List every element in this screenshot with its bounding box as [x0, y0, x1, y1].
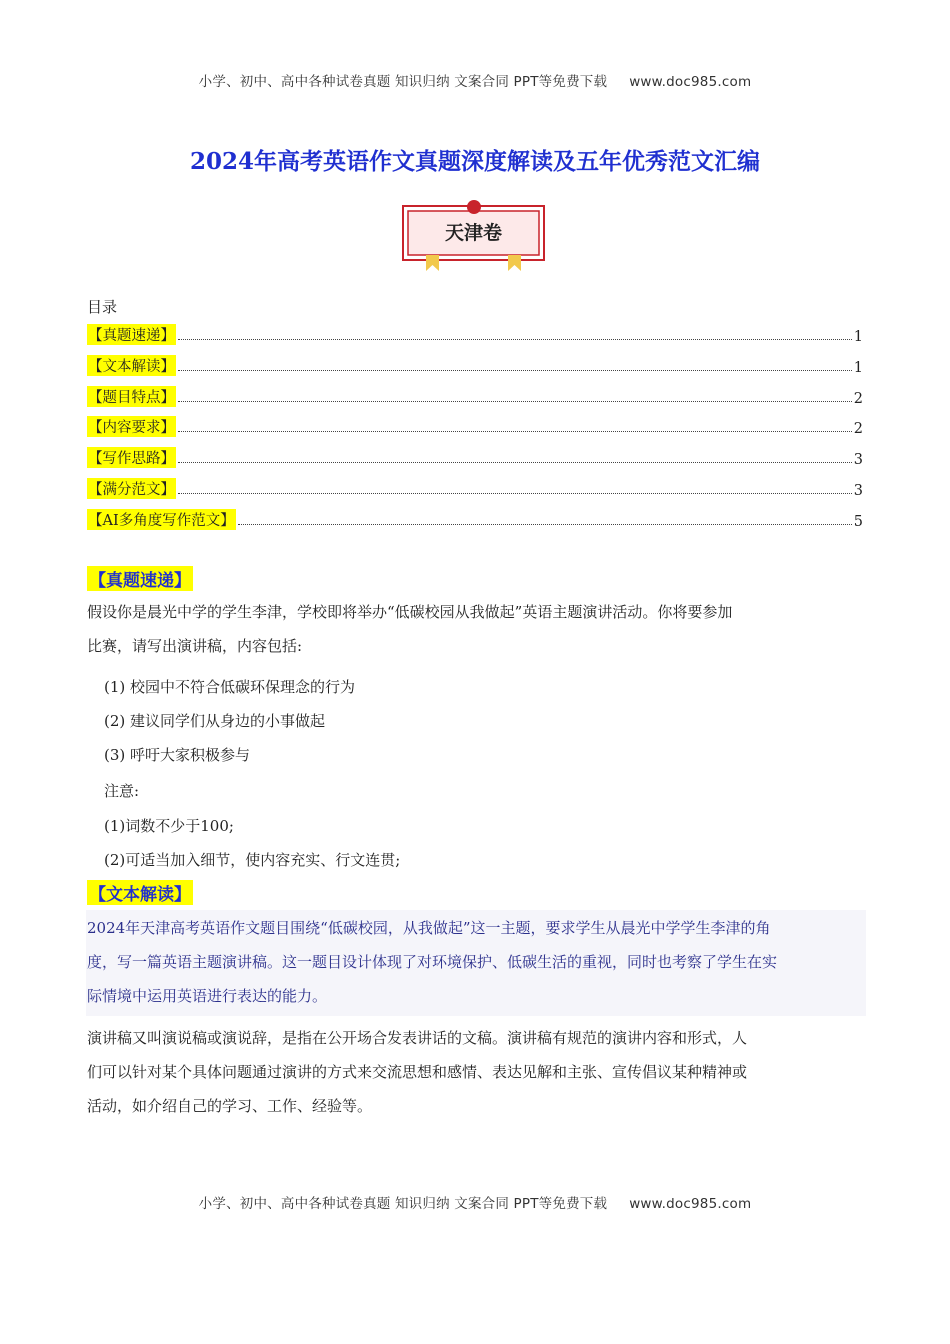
toc-leader	[178, 339, 852, 340]
requirement-item: (2) 建议同学们从身边的小事做起	[104, 712, 326, 730]
toc-item-page: 2	[853, 391, 863, 407]
toc-leader	[178, 462, 852, 463]
toc-item-label: 【内容要求】	[87, 416, 176, 437]
toc-heading: 目录	[87, 298, 118, 316]
toc-item-label: 【真题速递】	[87, 324, 176, 345]
toc-item-page: 2	[853, 421, 863, 437]
header-text: 小学、初中、高中各种试卷真题 知识归纳 文案合同 PPT等免费下载	[198, 74, 608, 90]
toc-item-label: 【题目特点】	[87, 386, 176, 407]
toc-leader	[238, 524, 852, 525]
toc-item-page: 5	[853, 514, 863, 530]
toc-item[interactable]	[87, 385, 863, 407]
question-line: 假设你是晨光中学的学生李津，学校即将举办“低碳校园从我做起”英语主题演讲活动。你将要参加	[87, 603, 733, 621]
analysis-paragraph-1	[87, 911, 865, 1013]
section-heading-analysis: 【文本解读】	[87, 880, 193, 905]
analysis-line: 际情境中运用英语进行表达的能力。	[87, 987, 328, 1005]
requirement-item: (1) 校园中不符合低碳环保理念的行为	[104, 678, 356, 696]
toc-item-page: 3	[853, 452, 863, 468]
toc-leader	[178, 401, 852, 402]
toc-item-label: 【写作思路】	[87, 447, 176, 468]
toc-item[interactable]	[87, 446, 863, 468]
page-header	[0, 70, 950, 90]
toc-item-label: 【文本解读】	[87, 355, 176, 376]
toc-item-page: 1	[853, 329, 863, 345]
section-heading-question: 【真题速递】	[87, 566, 193, 591]
region-badge	[402, 199, 547, 275]
toc-leader	[178, 370, 852, 371]
toc-item[interactable]	[87, 354, 863, 376]
requirement-item: (3) 呼吁大家积极参与	[104, 746, 251, 764]
toc-item-page: 3	[853, 483, 863, 499]
footer-text: 小学、初中、高中各种试卷真题 知识归纳 文案合同 PPT等免费下载	[198, 1196, 608, 1212]
analysis-line: 活动，如介绍自己的学习、工作、经验等。	[87, 1097, 373, 1115]
toc-leader	[178, 493, 852, 494]
question-line: 比赛，请写出演讲稿，内容包括:	[87, 637, 303, 655]
toc-item[interactable]	[87, 323, 863, 345]
note-item: (2)可适当加入细节，使内容充实、行文连贯;	[104, 851, 401, 869]
toc-item-page: 1	[853, 360, 863, 376]
toc-item[interactable]	[87, 415, 863, 437]
badge-label: 天津卷	[444, 222, 502, 244]
question-paragraph	[87, 595, 865, 663]
toc-leader	[178, 431, 852, 432]
toc-item[interactable]	[87, 508, 863, 530]
header-url[interactable]: www.doc985.com	[629, 74, 752, 90]
analysis-paragraph-2	[87, 1021, 865, 1123]
analysis-line: 2024年天津高考英语作文题目围绕“低碳校园，从我做起”这一主题，要求学生从晨光中学学生李津的角	[87, 919, 771, 937]
footer-url[interactable]: www.doc985.com	[629, 1196, 752, 1212]
toc-item-label: 【满分范文】	[87, 478, 176, 499]
analysis-line: 们可以针对某个具体问题通过演讲的方式来交流思想和感情、表达见解和主张、宣传倡议某种精神或	[87, 1063, 748, 1081]
page-footer	[0, 1192, 950, 1212]
analysis-line: 演讲稿又叫演说稿或演说辞，是指在公开场合发表讲话的文稿。演讲稿有规范的演讲内容和形式，人	[87, 1029, 748, 1047]
note-item: (1)词数不少于100;	[104, 817, 234, 835]
analysis-line: 度，写一篇英语主题演讲稿。这一题目设计体现了对环境保护、低碳生活的重视，同时也考察了学生在实	[87, 953, 778, 971]
note-label: 注意:	[104, 782, 140, 800]
document-title: 2024年高考英语作文真题深度解读及五年优秀范文汇编	[189, 148, 760, 175]
toc-item-label: 【AI多角度写作范文】	[87, 509, 236, 530]
toc-item[interactable]	[87, 477, 863, 499]
